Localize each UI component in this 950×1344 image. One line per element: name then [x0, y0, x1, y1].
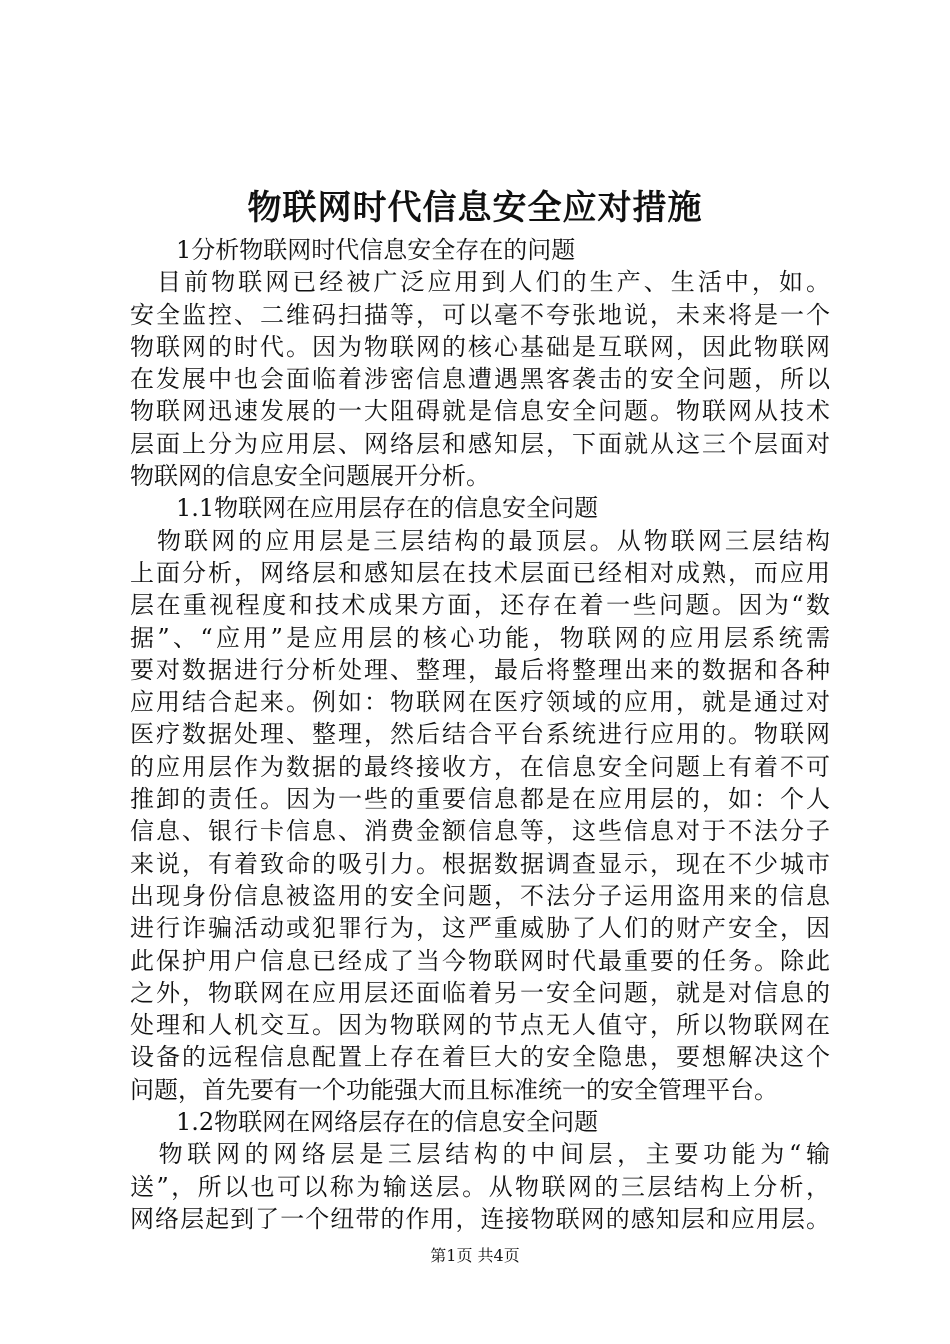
document-body — [130, 234, 830, 1235]
paragraph-1 — [130, 266, 830, 492]
text-line: 推卸的责任。因为一些的重要信息都是在应用层的，如：个人 — [130, 785, 830, 814]
text-line: 问题，首先要有一个功能强大而且标准统一的安全管理平台。 — [130, 1075, 778, 1104]
text-line: 要对数据进行分析处理、整理，最后将整理出来的数据和各种 — [130, 655, 830, 684]
text-line: 据”、“应用”是应用层的核心功能，物联网的应用层系统需 — [130, 623, 830, 652]
text-line: 在发展中也会面临着涉密信息遭遇黑客袭击的安全问题，所以 — [130, 365, 830, 394]
text-line: 上面分析，网络层和感知层在技术层面已经相对成熟，而应用 — [130, 558, 830, 587]
text-line: 出现身份信息被盗用的安全问题，不法分子运用盗用来的信息 — [130, 881, 830, 910]
text-line: 网络层起到了一个纽带的作用，连接物联网的感知层和应用层。 — [130, 1204, 830, 1233]
text-line: 之外，物联网在应用层还面临着另一安全问题，就是对信息的 — [130, 978, 830, 1007]
text-line: 来说，有着致命的吸引力。根据数据调查显示，现在不少城市 — [130, 849, 830, 878]
text-line: 物联网的网络层是三层结构的中间层，主要功能为“输 — [130, 1140, 830, 1169]
text-line: 处理和人机交互。因为物联网的节点无人值守，所以物联网在 — [130, 1011, 830, 1040]
text-line: 物联网迅速发展的一大阻碍就是信息安全问题。物联网从技术 — [130, 397, 830, 426]
text-line: 此保护用户信息已经成了当今物联网时代最重要的任务。除此 — [130, 946, 830, 975]
text-line: 的应用层作为数据的最终接收方，在信息安全问题上有着不可 — [130, 752, 830, 781]
text-line: 目前物联网已经被广泛应用到人们的生产、生活中，如。 — [130, 268, 830, 297]
text-line: 医疗数据处理、整理，然后结合平台系统进行应用的。物联网 — [130, 720, 830, 749]
document-title: 物联网时代信息安全应对措施 — [247, 188, 703, 228]
text-line: 设备的远程信息配置上存在着巨大的安全隐患，要想解决这个 — [130, 1043, 830, 1072]
text-line: 层在重视程度和技术成果方面，还存在着一些问题。因为“数 — [130, 591, 830, 620]
text-line: 送”，所以也可以称为输送层。从物联网的三层结构上分析， — [130, 1172, 830, 1201]
paragraph-3 — [130, 1138, 830, 1235]
text-line: 进行诈骗活动或犯罪行为，这严重威胁了人们的财产安全，因 — [130, 914, 830, 943]
paragraph-2 — [130, 525, 830, 1106]
text-line: 信息、银行卡信息、消费金额信息等，这些信息对于不法分子 — [130, 817, 830, 846]
text-line: 应用结合起来。例如：物联网在医疗领域的应用，就是通过对 — [130, 688, 830, 717]
subsection-heading: 1.2物联网在网络层存在的信息安全问题 — [176, 1108, 599, 1137]
text-line: 物联网的信息安全问题展开分析。 — [130, 462, 490, 491]
page-footer: 第1页 共4页 — [430, 1246, 520, 1265]
text-line: 物联网的时代。因为物联网的核心基础是互联网，因此物联网 — [130, 332, 830, 361]
subsection-heading: 1.1物联网在应用层存在的信息安全问题 — [176, 494, 599, 523]
text-line: 安全监控、二维码扫描等，可以毫不夸张地说，未来将是一个 — [130, 300, 830, 329]
text-line: 层面上分为应用层、网络层和感知层，下面就从这三个层面对 — [130, 429, 830, 458]
section-heading: 1分析物联网时代信息安全存在的问题 — [176, 236, 576, 264]
text-line: 物联网的应用层是三层结构的最顶层。从物联网三层结构 — [130, 526, 830, 555]
